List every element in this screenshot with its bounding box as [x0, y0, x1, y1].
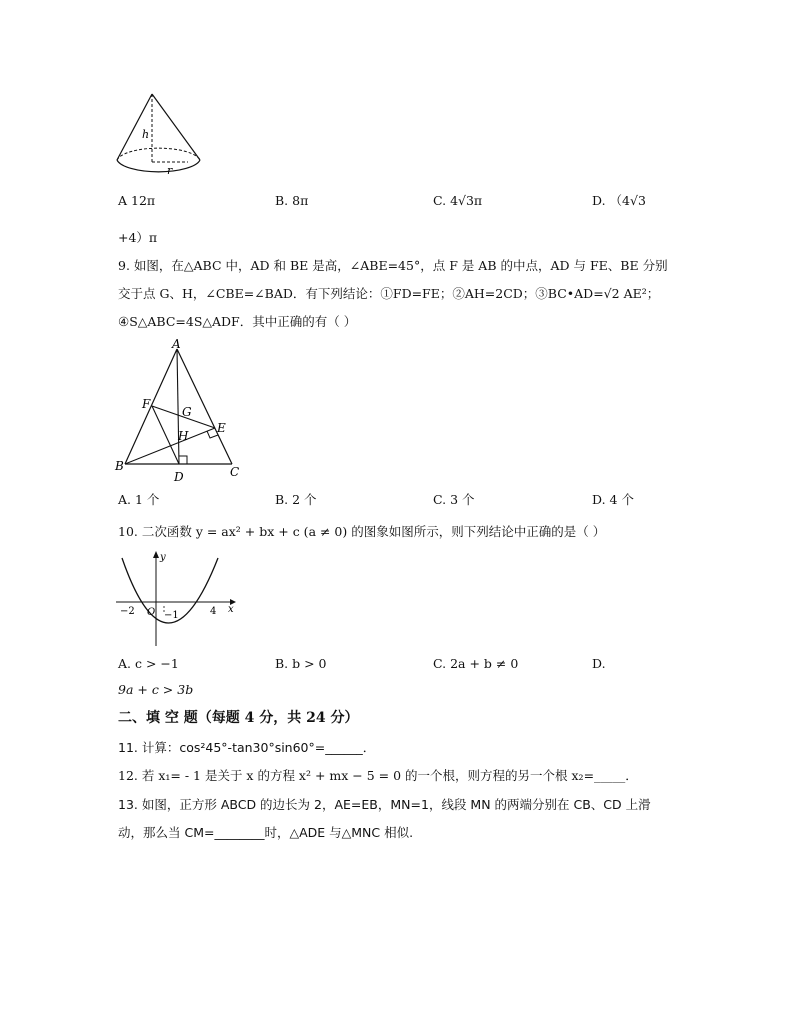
q9-option-c: C. 3 个: [433, 492, 475, 507]
q10-x-axis-label: x: [228, 604, 234, 615]
q10-origin-label: O: [147, 607, 156, 618]
q11-text: 11. 计算：cos²45°-tan30°sin60°=______．: [118, 740, 376, 755]
q8-option-b: B. 8π: [275, 193, 309, 208]
q13-line2: 动，那么当 CM=________时，△ADE 与△MNC 相似.: [118, 825, 414, 840]
q9-label-g: G: [182, 405, 192, 419]
q10-option-c: C. 2a + b ≠ 0: [433, 656, 519, 671]
q9-label-f: F: [142, 397, 151, 411]
q9-label-e: E: [217, 421, 226, 435]
q10-tick-neg1: −1: [164, 610, 179, 621]
q9-label-c: C: [230, 465, 240, 479]
q9-option-d: D. 4 个: [592, 492, 634, 507]
cone-figure: [112, 90, 212, 180]
q12-text: 12. 若 x₁= - 1 是关于 x 的方程 x² + mx − 5 = 0 的一个根，则方程的另一个根 x₂=_____．: [118, 768, 638, 783]
q9-option-b: B. 2 个: [275, 492, 317, 507]
q10-y-axis-label: y: [160, 552, 166, 563]
q10-tick-4: 4: [210, 606, 217, 617]
q10-tick-neg2: −2: [120, 606, 135, 617]
q10-option-b: B. b > 0: [275, 656, 327, 671]
q8-option-d-continued: +4）π: [118, 230, 158, 245]
q9-stem-line1: 9. 如图，在△ABC 中，AD 和 BE 是高，∠ABE=45°，点 F 是 AB 的中点，AD 与 FE、BE 分别: [118, 258, 668, 273]
q9-label-b: B: [115, 459, 124, 473]
cone-h-label: h: [142, 128, 150, 141]
q10-option-a: A. c > −1: [118, 656, 179, 671]
q10-option-d-continued: 9a + c > 3b: [118, 682, 194, 697]
q8-option-d: D. （4√3: [592, 193, 646, 208]
q10-parabola-graph: [112, 548, 242, 648]
q9-stem-line2: 交于点 G、H，∠CBE=∠BAD．有下列结论：①FD=FE；②AH=2CD；③BC•AD=√2 AE²；: [118, 286, 660, 301]
q9-option-a: A. 1 个: [118, 492, 160, 507]
q9-stem-line3: ④S△ABC=4S△ADF．其中正确的有（ ）: [118, 314, 357, 329]
q10-option-d: D.: [592, 656, 606, 671]
q8-option-a: A 12π: [118, 193, 156, 208]
q9-label-d: D: [174, 470, 184, 484]
q9-triangle-figure: [112, 336, 242, 484]
q9-label-h: H: [178, 429, 189, 443]
q8-option-c: C. 4√3π: [433, 193, 483, 208]
q13-line1: 13. 如图，正方形 ABCD 的边长为 2，AE=EB，MN=1，线段 MN 的两端分别在 CB、CD 上滑: [118, 797, 651, 812]
cone-r-label: r: [167, 164, 173, 177]
section-two-title: 二、填 空 题（每题 4 分，共 24 分）: [118, 710, 359, 726]
q9-label-a: A: [172, 337, 181, 351]
q10-stem: 10. 二次函数 y = ax² + bx + c (a ≠ 0) 的图象如图所示，则下列结论中正确的是（ ）: [118, 524, 606, 539]
